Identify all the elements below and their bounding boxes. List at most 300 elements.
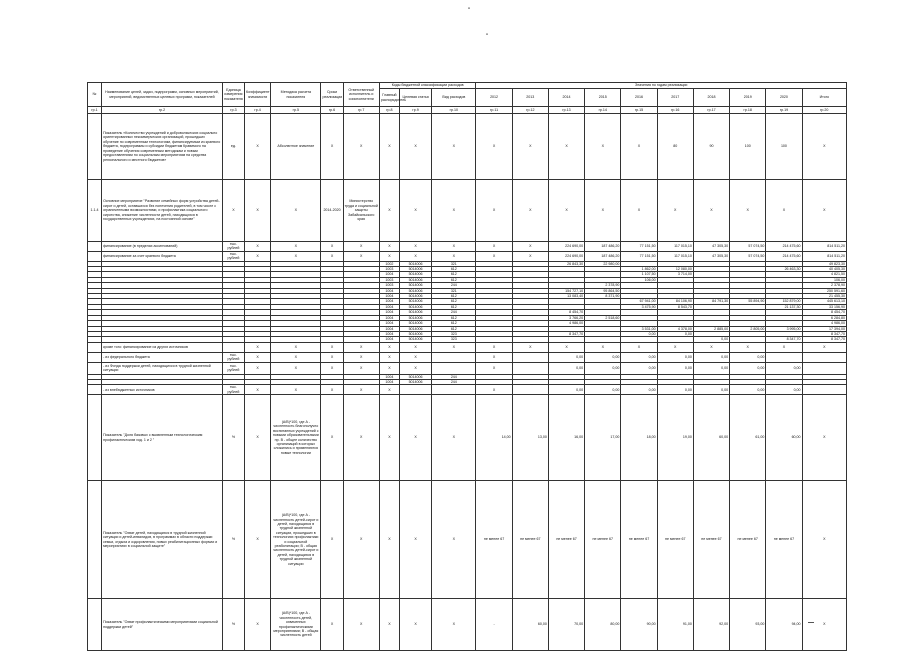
cell-vr [432, 352, 476, 362]
cell-value: не менее 67 [657, 481, 693, 599]
cell-value: 0,00 [621, 352, 657, 362]
table-row [88, 251, 847, 261]
cell-csr: Х [399, 342, 431, 352]
cell-grbs: 1004 [379, 294, 399, 299]
cell-term: Х [321, 481, 343, 599]
cell-value: 224 690,00 [548, 251, 584, 261]
cell-value: Х [802, 599, 846, 651]
cell-csr: 5014006 [399, 267, 431, 272]
cell-no [88, 362, 102, 374]
cell-value: Х [585, 342, 621, 352]
cell-unit: % [222, 599, 244, 651]
cell-term: Х [321, 352, 343, 362]
cell-value: 8 454,70 [548, 310, 584, 315]
hdr-csr: Целевая статья [399, 89, 431, 107]
cell-name: Показатель "Охват детей, находящихся в трудной жизненной ситуации и детей-инвалидов, в программах в области поддержки семьи, отдыха и оздоровления, новых реабилитационных формах и мероприятиях в социальной защите" [102, 481, 223, 599]
table-row [88, 599, 847, 651]
cell-value: Х [621, 180, 657, 242]
cell-value: 80,00 [585, 599, 621, 651]
cell-csr: 5014006 [399, 277, 431, 282]
cell-csr: 5014006 [399, 304, 431, 309]
cell-value: Х [512, 251, 548, 261]
cell-no [88, 342, 102, 352]
cell-value: Х [476, 242, 512, 252]
cell-resp: Х [343, 251, 379, 261]
cell-csr: Х [399, 599, 431, 651]
column-number: гр.11 [476, 107, 512, 114]
cell-value: 8 543,70 [657, 304, 693, 309]
hdr-values: Значения по годам реализации [476, 83, 847, 89]
cell-csr: 5014006 [399, 288, 431, 293]
cell-grbs: 1003 [379, 267, 399, 272]
column-number: гр.20 [802, 107, 846, 114]
cell-vr: 323 [432, 337, 476, 342]
cell-vr: Х [432, 342, 476, 352]
cell-vr: Х [432, 242, 476, 252]
cell-resp: Х [343, 342, 379, 352]
hdr-budget: Коды бюджетной классификации расходов [379, 83, 476, 89]
cell-value: 187 486,20 [585, 251, 621, 261]
cell-vr: 612 [432, 304, 476, 309]
cell-grbs: 1004 [379, 374, 399, 379]
cell-value: 55 894,90 [730, 299, 766, 304]
cell-vr [432, 362, 476, 374]
cell-csr: 5014006 [399, 299, 431, 304]
cell-csr: Х [399, 251, 431, 261]
cell-value: Х [476, 385, 512, 395]
cell-resp: Х [343, 395, 379, 481]
column-number: гр.12 [512, 107, 548, 114]
cell-no [88, 599, 102, 651]
cell-value: 77 151,50 [621, 242, 657, 252]
cell-value: 17 394,00 [802, 326, 846, 331]
cell-value: 0,00 [548, 362, 584, 374]
cell-value: 250 591,60 [802, 288, 846, 293]
cell-value: 84 791,30 [693, 299, 729, 304]
cell-method: Х [271, 242, 321, 252]
column-number: гр.16 [657, 107, 693, 114]
cell-value: Х [802, 342, 846, 352]
table-row [88, 395, 847, 481]
cell-value: - [476, 599, 512, 651]
cell-grbs: Х [379, 242, 399, 252]
cell-csr: 5014006 [399, 261, 431, 266]
cell-value: 8 347,70 [802, 331, 846, 336]
cell-csr: Х [399, 114, 431, 180]
cell-value: 13,00 [512, 395, 548, 481]
hdr-coef: Коэффициент значимости [245, 83, 271, 107]
cell-value: Х [657, 342, 693, 352]
cell-no [88, 395, 102, 481]
cell-value: Х [693, 180, 729, 242]
cell-method: (A/B)*100, где A - численность детей-сирот и детей, находящихся в трудной жизненной ситуации, прошедших в технологиях профилактики и социальной реабилитации; B - общая численность детей-сирот и детей, находящихся в трудной жизненной ситуации [271, 481, 321, 599]
cell-csr: 5014006 [399, 379, 431, 384]
cell-value: 93,00 [730, 599, 766, 651]
document-sheet [87, 82, 847, 638]
hdr-year: 2016 [621, 89, 657, 107]
cell-vr: 244 [432, 283, 476, 288]
column-number: гр.5 [271, 107, 321, 114]
cell-value: 14,00 [476, 395, 512, 481]
cell-value: 16,00 [548, 395, 584, 481]
cell-value: 100 [766, 114, 802, 180]
cell-method: Х [271, 180, 321, 242]
cell-grbs: 1004 [379, 315, 399, 320]
cell-name: Основное мероприятие "Развитие семейных форм устройства детей-сирот и детей, оставшихся без попечения родителей, в том числе с ограниченными возможностями, и профилактика социального сиротства, снижение численности детей, находящихся в государственных учреждениях, на постоянной основе" [102, 180, 223, 242]
cell-vr: 321 [432, 261, 476, 266]
cell-csr: 5014006 [399, 310, 431, 315]
cell-method: Х [271, 352, 321, 362]
table-row [88, 114, 847, 180]
column-number: гр.8 [379, 107, 399, 114]
cell-method: Х [271, 251, 321, 261]
cell-vr: 244 [432, 310, 476, 315]
cell-value: 47 305,30 [693, 242, 729, 252]
cell-vr: 612 [432, 294, 476, 299]
cell-value: 445 613,10 [802, 299, 846, 304]
cell-value: 21 455,30 [802, 294, 846, 299]
table-row [88, 481, 847, 599]
cell-term: Х [321, 114, 343, 180]
cell-value: 47 305,30 [693, 251, 729, 261]
cell-value: 2 885,00 [693, 326, 729, 331]
cell-unit: Х [222, 180, 244, 242]
cell-vr: 321 [432, 288, 476, 293]
cell-coef: Х [245, 481, 271, 599]
cell-value [766, 352, 802, 362]
cell-value: не менее 67 [476, 481, 512, 599]
cell-value: 40 405,30 [802, 267, 846, 272]
cell-vr: 323 [432, 331, 476, 336]
cell-name: - из Фонда поддержки детей, находящихся в трудной жизненной ситуации [102, 362, 223, 374]
cell-grbs: 1004 [379, 321, 399, 326]
cell-value: 4 821,50 [802, 272, 846, 277]
cell-method: (A/B)*100, где A - численность детей, охваченных профилактическими мероприятиями; B - общая численность детей [271, 599, 321, 651]
cell-vr: 612 [432, 267, 476, 272]
cell-name: - из внебюджетных источников [102, 385, 223, 395]
cell-term: Х [321, 362, 343, 374]
table-row [88, 242, 847, 252]
cell-no [88, 481, 102, 599]
cell-value: 57 074,50 [730, 251, 766, 261]
column-number: гр.17 [693, 107, 729, 114]
cell-value: Х [585, 180, 621, 242]
cell-unit: % [222, 481, 244, 599]
table-row [88, 180, 847, 242]
cell-value: 90 [693, 114, 729, 180]
cell-value: 49 823,30 [802, 261, 846, 266]
cell-unit: % [222, 395, 244, 481]
cell-value: 0,00 [548, 352, 584, 362]
cell-value: 95 864,50 [585, 288, 621, 293]
column-number: гр.3 [222, 107, 244, 114]
cell-value: 154 727,10 [548, 288, 584, 293]
cell-vr: 612 [432, 321, 476, 326]
cell-value: 0,00 [693, 352, 729, 362]
cell-coef: Х [245, 251, 271, 261]
cell-term: Х [321, 395, 343, 481]
cell-value: 60,00 [512, 599, 548, 651]
cell-vr: 244 [432, 374, 476, 379]
column-number: гр.2 [102, 107, 223, 114]
cell-value: Х [621, 342, 657, 352]
cell-vr: Х [432, 114, 476, 180]
cell-value: Х [512, 342, 548, 352]
hdr-year: 2013 [512, 89, 548, 107]
cell-resp: Х [343, 352, 379, 362]
cell-grbs: Х [379, 362, 399, 374]
cell-term: Х [321, 242, 343, 252]
cell-value: 8 371,90 [585, 294, 621, 299]
column-number: гр.18 [730, 107, 766, 114]
cell-resp: Министерство труда и социальной защиты Забайкальского края [343, 180, 379, 242]
cell-method: Х [271, 385, 321, 395]
cell-value: 18,00 [621, 395, 657, 481]
cell-value: 3 995,00 [766, 326, 802, 331]
page-number: " [468, 8, 471, 14]
hdr-resp: Ответственный исполнитель и соисполнители [343, 83, 379, 107]
cell-value: 0,00 [657, 362, 693, 374]
cell-value: 152 879,00 [766, 299, 802, 304]
cell-vr: Х [432, 395, 476, 481]
hdr-year: 2018 [693, 89, 729, 107]
cell-grbs: 1004 [379, 337, 399, 342]
cell-unit: тыс. рублей [222, 352, 244, 362]
cell-csr: 5014006 [399, 321, 431, 326]
cell-term: Х [321, 251, 343, 261]
cell-value: 91,00 [657, 599, 693, 651]
column-number: гр.15 [621, 107, 657, 114]
table-row [88, 362, 847, 374]
cell-unit: тыс. рублей [222, 251, 244, 261]
cell-value: Х [512, 242, 548, 252]
cell-value: Х [766, 180, 802, 242]
cell-value: 3 714,00 [657, 272, 693, 277]
cell-grbs: Х [379, 599, 399, 651]
cell-value: Х [802, 114, 846, 180]
cell-coef: Х [245, 342, 271, 352]
cell-value: Х [730, 180, 766, 242]
cell-vr: 612 [432, 277, 476, 282]
cell-value: 13 083,40 [548, 294, 584, 299]
cell-csr: 5014006 [399, 283, 431, 288]
hdr-name: Наименование целей, задач, подпрограмм, основных мероприятий, мероприятий, ведомственных целевых программ, показателей [102, 83, 223, 107]
cell-coef: Х [245, 352, 271, 362]
cell-resp: Х [343, 114, 379, 180]
cell-value [512, 352, 548, 362]
cell-grbs: Х [379, 251, 399, 261]
cell-value: Х [657, 180, 693, 242]
cell-value: Х [512, 180, 548, 242]
page-dash [808, 622, 814, 623]
cell-value: Х [766, 342, 802, 352]
cell-vr: 612 [432, 272, 476, 277]
cell-value: Х [585, 114, 621, 180]
cell-value: 224 690,00 [548, 242, 584, 252]
program-table [87, 82, 847, 651]
cell-value: 117 015,10 [657, 251, 693, 261]
cell-value: 214 475,60 [766, 242, 802, 252]
cell-value: 106,00 [621, 277, 657, 282]
cell-value: 21 137,30 [766, 304, 802, 309]
cell-value: 0,00 [621, 362, 657, 374]
cell-unit: ед. [222, 114, 244, 180]
cell-value: Х [548, 180, 584, 242]
cell-value: 60,00 [693, 395, 729, 481]
cell-value [512, 385, 548, 395]
table-row [88, 352, 847, 362]
cell-resp: Х [343, 599, 379, 651]
cell-csr: 5014006 [399, 315, 431, 320]
cell-value: 100 [730, 114, 766, 180]
cell-csr: Х [399, 180, 431, 242]
cell-csr: 5014006 [399, 294, 431, 299]
cell-value: не менее 67 [621, 481, 657, 599]
cell-value: Х [476, 352, 512, 362]
cell-method: Х [271, 362, 321, 374]
cell-method: Х [271, 342, 321, 352]
cell-resp: Х [343, 362, 379, 374]
cell-value: Х [512, 114, 548, 180]
cell-name: Показатель «Количество учреждений и добровольческих социально ориентированных некоммерческих организаций, прошедших обучение по современным технологиям, финансируемым из краевого бюджета, подпрограммы и субсидии бюджетам Кравимого на проведение обучения современным методикам и новым предоставлениям по социальным мероприятиям на средства регионального и местного бюджетов» [102, 114, 223, 180]
cell-value: Х [802, 180, 846, 242]
cell-value: 0,00 [585, 362, 621, 374]
cell-unit [222, 342, 244, 352]
cell-value [512, 362, 548, 374]
cell-value: 26 463,30 [766, 267, 802, 272]
cell-value: 84 106,90 [657, 299, 693, 304]
hdr-year: 2020 [766, 89, 802, 107]
cell-value: 8 347,70 [548, 331, 584, 336]
cell-vr: 244 [432, 379, 476, 384]
cell-name: Показатель "Охват профилактическими мероприятиями социальной поддержки детей" [102, 599, 223, 651]
hdr-vr: Вид расходов [432, 89, 476, 107]
cell-value: 0,00 [730, 385, 766, 395]
cell-vr [432, 385, 476, 395]
hdr-year: Итого [802, 89, 846, 107]
cell-csr: Х [399, 395, 431, 481]
cell-csr: Х [399, 352, 431, 362]
hdr-year: 2012 [476, 89, 512, 107]
cell-grbs: 1004 [379, 299, 399, 304]
column-number: гр.1 [88, 107, 102, 114]
cell-value: Х [802, 395, 846, 481]
cell-value: 26 843,30 [548, 261, 584, 266]
cell-no [88, 352, 102, 362]
cell-csr: Х [399, 481, 431, 599]
cell-value: Х [621, 114, 657, 180]
cell-value: 0,00 [621, 331, 657, 336]
cell-name: кроме того: финансирование из других источников [102, 342, 223, 352]
cell-vr: 612 [432, 326, 476, 331]
cell-value [802, 352, 846, 362]
cell-unit: тыс. рублей [222, 385, 244, 395]
cell-vr: 612 [432, 299, 476, 304]
cell-value: не менее 67 [548, 481, 584, 599]
cell-value: 80 [657, 114, 693, 180]
cell-coef: Х [245, 362, 271, 374]
cell-csr: 5014006 [399, 326, 431, 331]
cell-resp: Х [343, 481, 379, 599]
cell-term: Х [321, 385, 343, 395]
cell-value: 2 378,90 [802, 283, 846, 288]
cell-value: 0,00 [585, 385, 621, 395]
cell-grbs: 1004 [379, 304, 399, 309]
cell-value: Х [548, 114, 584, 180]
hdr-year: 2019 [730, 89, 766, 107]
cell-value: 0,00 [766, 362, 802, 374]
column-number: гр.19 [766, 107, 802, 114]
column-number: гр.13 [548, 107, 584, 114]
cell-vr: 612 [432, 315, 476, 320]
cell-csr: 5014006 [399, 272, 431, 277]
cell-value: 2 518,60 [585, 315, 621, 320]
cell-vr: Х [432, 180, 476, 242]
cell-value [802, 362, 846, 374]
hdr-unit: Единица измерения показателя [222, 83, 244, 107]
table-row [88, 385, 847, 395]
cell-value: 6 284,80 [802, 315, 846, 320]
cell-value: не менее 67 [585, 481, 621, 599]
cell-name: Показатель "Доля базовых с выявленным технологическим профилактическим ход. 1 и 2 " [102, 395, 223, 481]
cell-grbs: Х [379, 395, 399, 481]
cell-value: 117 015,10 [657, 242, 693, 252]
cell-no [88, 242, 102, 252]
column-number: гр.9 [399, 107, 431, 114]
cell-csr: Х [399, 362, 431, 374]
column-number: гр.7 [343, 107, 379, 114]
cell-unit: тыс. рублей [222, 242, 244, 252]
cell-value: 106,00 [802, 277, 846, 282]
cell-value: 12 080,00 [657, 267, 693, 272]
cell-term: 2014-2020 [321, 180, 343, 242]
cell-value: Х [476, 251, 512, 261]
cell-grbs: 1004 [379, 310, 399, 315]
cell-value: 0,00 [693, 337, 729, 342]
cell-grbs: Х [379, 180, 399, 242]
column-number: гр.10 [432, 107, 476, 114]
cell-value: 214 475,60 [766, 251, 802, 261]
cell-value: 90,00 [621, 599, 657, 651]
cell-name: - из федерального бюджета [102, 352, 223, 362]
cell-term: Х [321, 342, 343, 352]
cell-coef: Х [245, 385, 271, 395]
cell-value: 4 986,00 [548, 321, 584, 326]
hdr-grbs: Главный распорядитель [379, 89, 399, 107]
cell-grbs: Х [379, 114, 399, 180]
cell-value: 0,00 [657, 331, 693, 336]
cell-value: 0,00 [621, 385, 657, 395]
cell-unit: тыс. рублей [222, 362, 244, 374]
cell-value: Х [548, 342, 584, 352]
cell-vr: Х [432, 251, 476, 261]
hdr-term: Сроки реализации [321, 83, 343, 107]
cell-csr: 5014006 [399, 331, 431, 336]
cell-value: 0,00 [585, 352, 621, 362]
cell-value: 8 347,70 [766, 337, 802, 342]
cell-value: 19,00 [657, 395, 693, 481]
cell-grbs: 1003 [379, 283, 399, 288]
cell-value: 94,00 [766, 599, 802, 651]
cell-value: Х [476, 342, 512, 352]
cell-grbs: Х [379, 342, 399, 352]
cell-grbs: Х [379, 385, 399, 395]
cell-grbs: Х [379, 352, 399, 362]
cell-grbs: 1004 [379, 288, 399, 293]
cell-value: 77 151,50 [621, 251, 657, 261]
cell-value: 60,00 [766, 395, 802, 481]
cell-grbs: Х [379, 481, 399, 599]
